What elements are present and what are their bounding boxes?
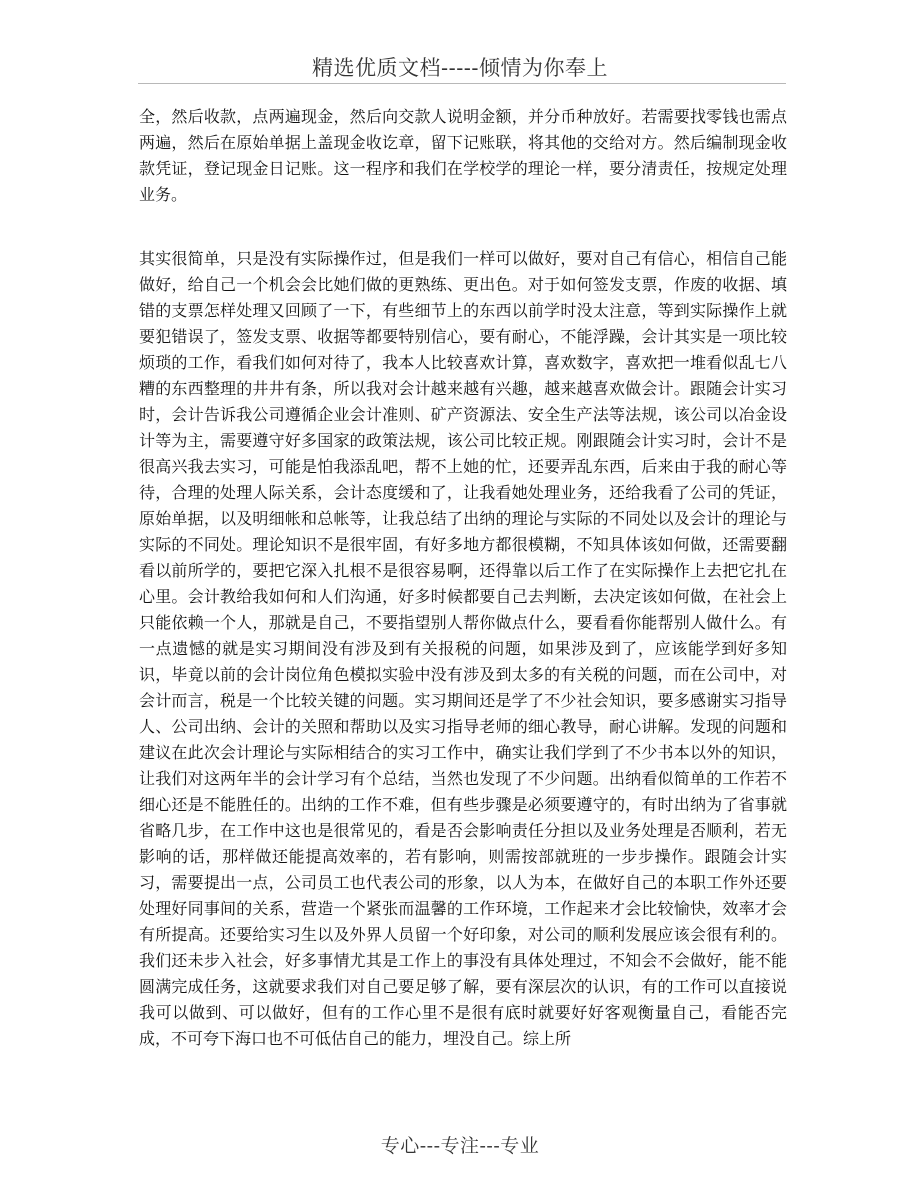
header-divider (138, 83, 786, 84)
body-paragraph-2: 其实很简单，只是没有实际操作过，但是我们一样可以做好，要对自己有信心，相信自己能做好，给自己一个机会会比她们做的更熟练、更出色。对于如何签发支票，作废的收据、填错的支票怎样处理又回顾了一下，有些细节上的东西以前学时没太注意，等到实际操作上就要犯错误了，签发支票、收据等都要特别信心，要有耐心，不能浮躁，会计其实是一项比较烦琐的工作，看我们如何对待了，我本人比较喜欢计算，喜欢数字，喜欢把一堆看似乱七八糟的东西整理的井井有条，所以我对会计越来越有兴趣，越来越喜欢做会计。跟随会计实习时，会计告诉我公司遵循企业会计准则、矿产资源法、安全生产法等法规，该公司以冶金设计等为主，需要遵守好多国家的政策法规，该公司比较正规。刚跟随会计实习时，会计不是很高兴我去实习，可能是怕我添乱吧，帮不上她的忙，还要弄乱东西，后来由于我的耐心等待，合理的处理人际关系，会计态度缓和了，让我看她处理业务，还给我看了公司的凭证，原始单据，以及明细帐和总帐等，让我总结了出纳的理论与实际的不同处以及会计的理论与实际的不同处。理论知识不是很牢固，有好多地方都很模糊，不知具体该如何做，还需要翻看以前所学的，要把它深入扎根不是很容易啊，还得靠以后工作了在实际操作上去把它扎在心里。会计教给我如何和人们沟通，好多时候都要自己去判断，去决定该如何做，在社会上只能依赖一个人，那就是自己，不要指望别人帮你做点什么，要看看你能帮别人做什么。有一点遗憾的就是实习期间没有涉及到有关报税的问题，如果涉及到了，应该能学到好多知识，毕竟以前的会计岗位角色模拟实验中没有涉及到太多的有关税的问题，而在公司中，对会计而言，税是一个比较关键的问题。实习期间还是学了不少社会知识，要多感谢实习指导人、公司出纳、会计的关照和帮助以及实习指导老师的细心教导，耐心讲解。发现的问题和建议在此次会计理论与实际相结合的实习工作中，确实让我们学到了不少书本以外的知识，让我们对这两年半的会计学习有个总结，当然也发现了不少问题。出纳看似简单的工作若不细心还是不能胜任的。出纳的工作不难，但有些步骤是必须要遵守的，有时出纳为了省事就省略几步，在工作中这也是很常见的，看是否会影响责任分担以及业务处理是否顺利，若无影响的话，那样做还能提高效率的，若有影响，则需按部就班的一步步操作。跟随会计实习，需要提出一点，公司员工也代表公司的形象，以人为本，在做好自己的本职工作外还要处理好同事间的关系，营造一个紧张而温馨的工作环境，工作起来才会比较愉快，效率才会有所提高。还要给实习生以及外界人员留一个好印象，对公司的顺利发展应该会很有利的。我们还未步入社会，好多事情尤其是工作上的事没有具体处理过，不知会不会做好，能不能圆满完成任务，这就要求我们对自己要足够了解，要有深层次的认识，有的工作可以直接说我可以做到、可以做好，但有的工作心里不是很有底时就要好好客观衡量自己，看能否完成，不可夸下海口也不可低估自己的能力，埋没自己。综上所 (139, 249, 787, 1048)
page-header: 精选优质文档-----倾情为你奉上 (312, 56, 608, 80)
page-footer: 专心---专注---专业 (380, 1135, 540, 1157)
body-paragraph-1: 全，然后收款，点两遍现金，然后向交款人说明金额，并分币种放好。若需要找零钱也需点两遍，然后在原始单据上盖现金收讫章，留下记账联，将其他的交给对方。然后编制现金收款凭证，登记现金日记账。这一程序和我们在学校学的理论一样，要分清责任，按规定处理业务。 (139, 107, 787, 204)
